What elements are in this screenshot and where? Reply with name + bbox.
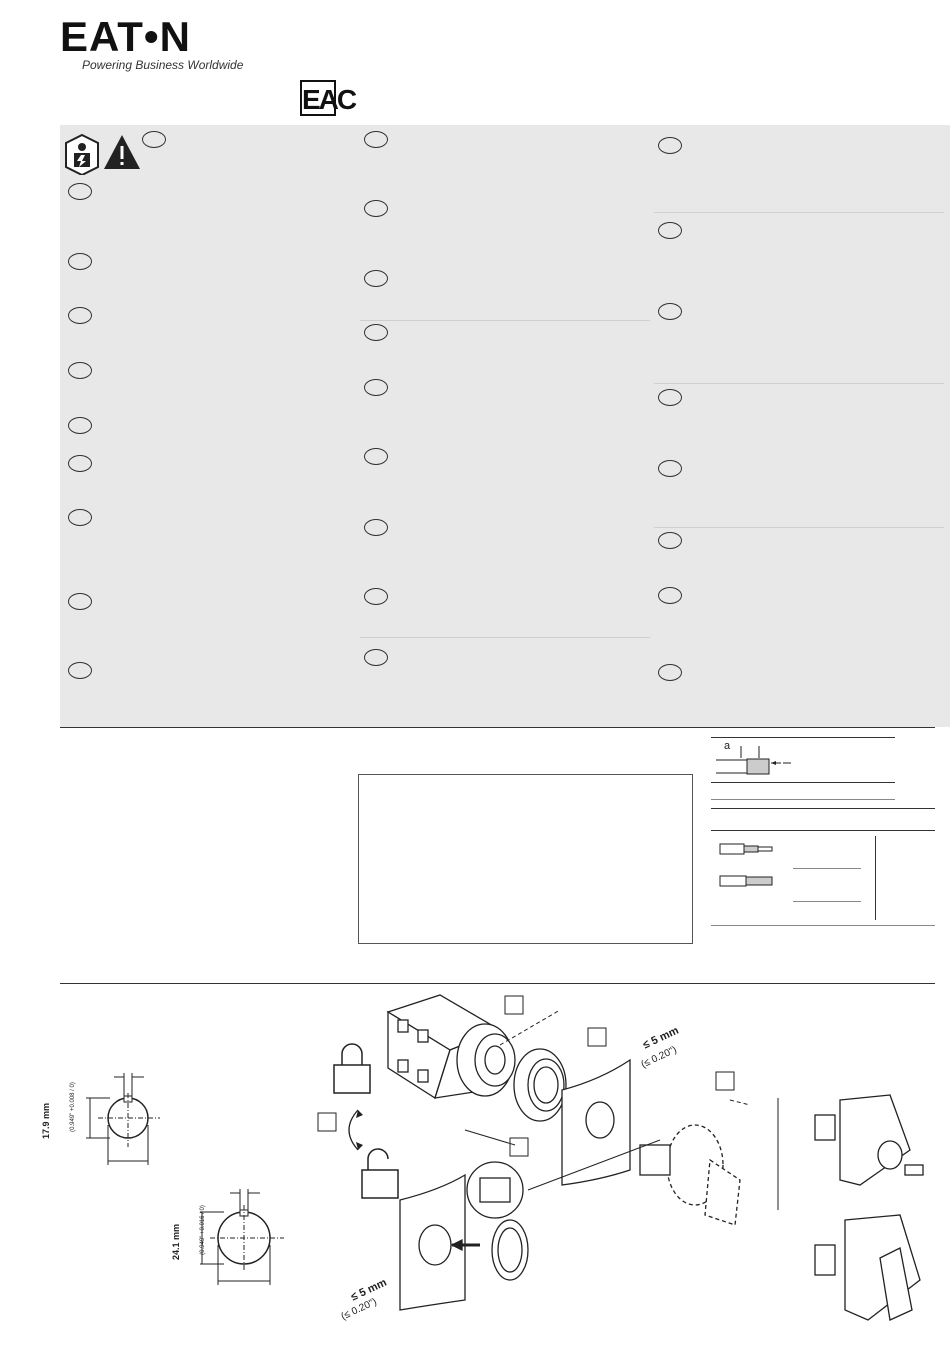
hole-large-inch: (0.949" +0.016 / 0) <box>199 1205 206 1255</box>
panel-thickness-top-label: ≤ 5 mm <box>641 1024 681 1052</box>
language-code-bubble <box>68 362 92 379</box>
mounting-panel-bottom <box>400 1162 528 1310</box>
table-rule <box>793 901 861 902</box>
table-rule <box>711 925 935 926</box>
hole-small-labels <box>41 1080 124 1160</box>
hole-large-dimension: 24.1 mm <box>171 1223 182 1261</box>
language-code-bubble <box>364 448 388 465</box>
assembly-illustration <box>300 990 940 1360</box>
language-code-bubble <box>68 253 92 270</box>
panel-thickness-bottom-sub: (≤ 0.20") <box>339 1296 379 1323</box>
section-divider <box>60 983 935 984</box>
separator <box>654 383 944 384</box>
brand-logo: EAT•N <box>60 13 191 60</box>
hole-small-inch: (0.949" +0.008 / 0) <box>69 1082 76 1132</box>
table-vertical-rule <box>875 836 876 920</box>
language-code-bubble <box>658 460 682 477</box>
brand-tagline: Powering Business Worldwide <box>82 58 244 72</box>
padlock-locked-icon <box>334 1044 370 1093</box>
language-code-bubble <box>68 417 92 434</box>
panel-thickness-bottom-label: ≤ 5 mm <box>349 1276 389 1304</box>
language-code-bubble <box>68 307 92 324</box>
table-rule <box>711 799 895 800</box>
language-code-bubble <box>364 200 388 217</box>
notice-box <box>358 774 693 944</box>
language-code-bubble <box>142 131 166 148</box>
callout-box-3 <box>510 1138 528 1156</box>
key-operator-variant <box>815 1095 923 1185</box>
hole-small-dimension: 17.9 mm <box>41 1102 52 1140</box>
language-code-bubble <box>68 183 92 200</box>
table-rule <box>711 782 895 783</box>
language-code-bubble <box>658 664 682 681</box>
switch-body <box>388 995 515 1098</box>
language-code-bubble <box>364 649 388 666</box>
language-code-bubble <box>658 137 682 154</box>
language-code-bubble <box>364 519 388 536</box>
language-code-bubble <box>658 389 682 406</box>
mounting-ring <box>514 1049 566 1121</box>
padlock-unlocked-icon <box>362 1149 398 1198</box>
panel-thickness-top-sub: (≤ 0.20") <box>639 1044 679 1071</box>
separator <box>360 320 650 321</box>
separator <box>360 637 650 638</box>
language-code-bubble <box>658 532 682 549</box>
language-code-bubble <box>658 587 682 604</box>
eac-certification-mark: EAC <box>300 80 336 116</box>
language-instructions-panel <box>60 125 950 727</box>
language-code-bubble <box>364 379 388 396</box>
language-code-bubble <box>364 270 388 287</box>
callout-box-5 <box>318 1113 336 1131</box>
section-divider <box>60 727 935 728</box>
callout-box-2 <box>588 1028 606 1046</box>
table-rule <box>711 830 935 831</box>
language-code-bubble <box>68 455 92 472</box>
table-rule <box>711 808 935 809</box>
handle-operator-variant <box>815 1215 920 1320</box>
table-rule <box>711 737 895 738</box>
language-code-bubble <box>658 303 682 320</box>
separator <box>654 212 944 213</box>
operating-head <box>640 1125 740 1225</box>
language-code-bubble <box>68 662 92 679</box>
strip-length-label: a <box>724 740 731 752</box>
language-code-bubble <box>364 324 388 341</box>
language-code-bubble <box>68 593 92 610</box>
table-rule <box>793 868 861 869</box>
mounting-panel-top <box>562 1060 630 1185</box>
wire-ferrule-icons <box>716 838 776 898</box>
callout-box-1 <box>505 996 523 1014</box>
language-code-bubble <box>658 222 682 239</box>
language-code-bubble <box>364 131 388 148</box>
language-code-bubble <box>68 509 92 526</box>
language-code-bubble <box>364 588 388 605</box>
callout-box-4 <box>716 1072 734 1090</box>
separator <box>654 527 944 528</box>
hole-large-labels <box>168 1205 218 1285</box>
